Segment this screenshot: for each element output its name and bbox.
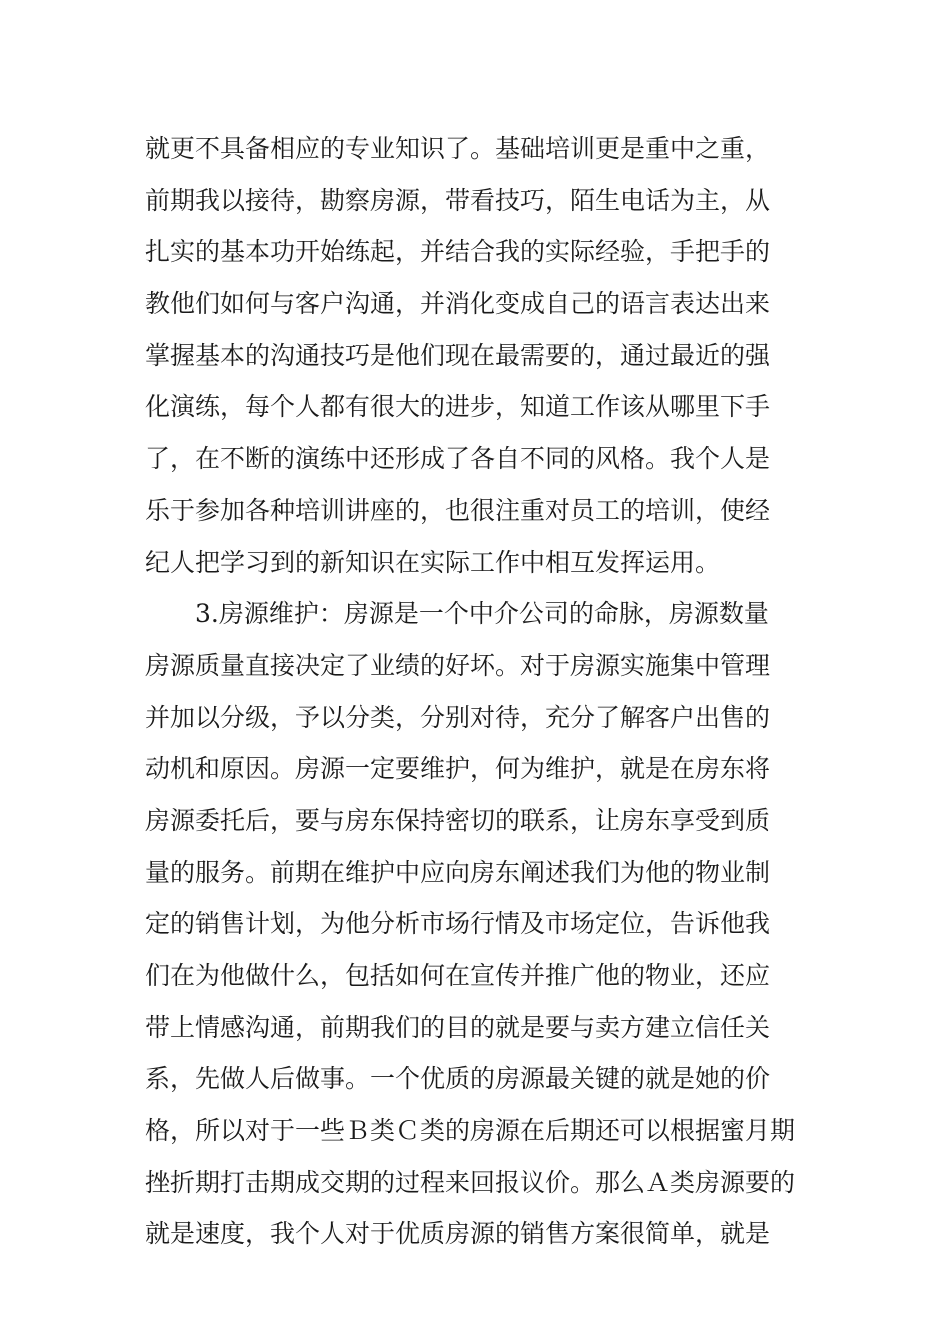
text-line: 了，在不断的演练中还形成了各自不同的风格。我个人是 [145, 444, 771, 474]
text-line: 扎实的基本功开始练起，并结合我的实际经验，手把手的 [145, 237, 771, 267]
text-line: 挫折期打击期成交期的过程来回报议价。那么Ａ类房源要的 [145, 1167, 796, 1197]
text-line: 前期我以接待，勘察房源，带看技巧，陌生电话为主，从 [145, 185, 771, 215]
body-text [145, 123, 810, 1260]
text-line: 教他们如何与客户沟通，并消化变成自己的语言表达出来 [145, 289, 771, 319]
text-line: 纪人把学习到的新知识在实际工作中相互发挥运用。 [145, 547, 721, 577]
text-line: 房源委托后，要与房东保持密切的联系，让房东享受到质 [145, 805, 771, 835]
text-line: 动机和原因。房源一定要维护，何为维护，就是在房东将 [145, 754, 771, 784]
text-line: 们在为他做什么，包括如何在宣传并推广他的物业，还应 [145, 961, 771, 990]
text-line: 带上情感沟通，前期我们的目的就是要与卖方建立信任关 [145, 1012, 771, 1042]
text-line: 就是速度，我个人对于优质房源的销售方案很简单，就是 [145, 1219, 771, 1249]
text-line: 就更不具备相应的专业知识了。基础培训更是重中之重， [145, 134, 771, 163]
text-line: 量的服务。前期在维护中应向房东阐述我们为他的物业制 [145, 857, 771, 887]
text-line: 掌握基本的沟通技巧是他们现在最需要的，通过最近的强 [145, 340, 771, 370]
text-line: 系，先做人后做事。一个优质的房源最关键的就是她的价 [145, 1064, 771, 1094]
text-line: 乐于参加各种培训讲座的，也很注重对员工的培训，使经 [145, 495, 771, 525]
text-line: 化演练，每个人都有很大的进步，知道工作该从哪里下手 [145, 392, 771, 422]
text-line: 定的销售计划，为他分析市场行情及市场定位，告诉他我 [145, 909, 771, 939]
text-line: 并加以分级，予以分类，分别对待，充分了解客户出售的 [145, 702, 771, 732]
text-line: 格，所以对于一些Ｂ类Ｃ类的房源在后期还可以根据蜜月期 [145, 1116, 796, 1146]
text-line: 房源质量直接决定了业绩的好坏。对于房源实施集中管理 [145, 650, 771, 680]
text-line: 3.房源维护：房源是一个中介公司的命脉，房源数量 [195, 599, 769, 629]
